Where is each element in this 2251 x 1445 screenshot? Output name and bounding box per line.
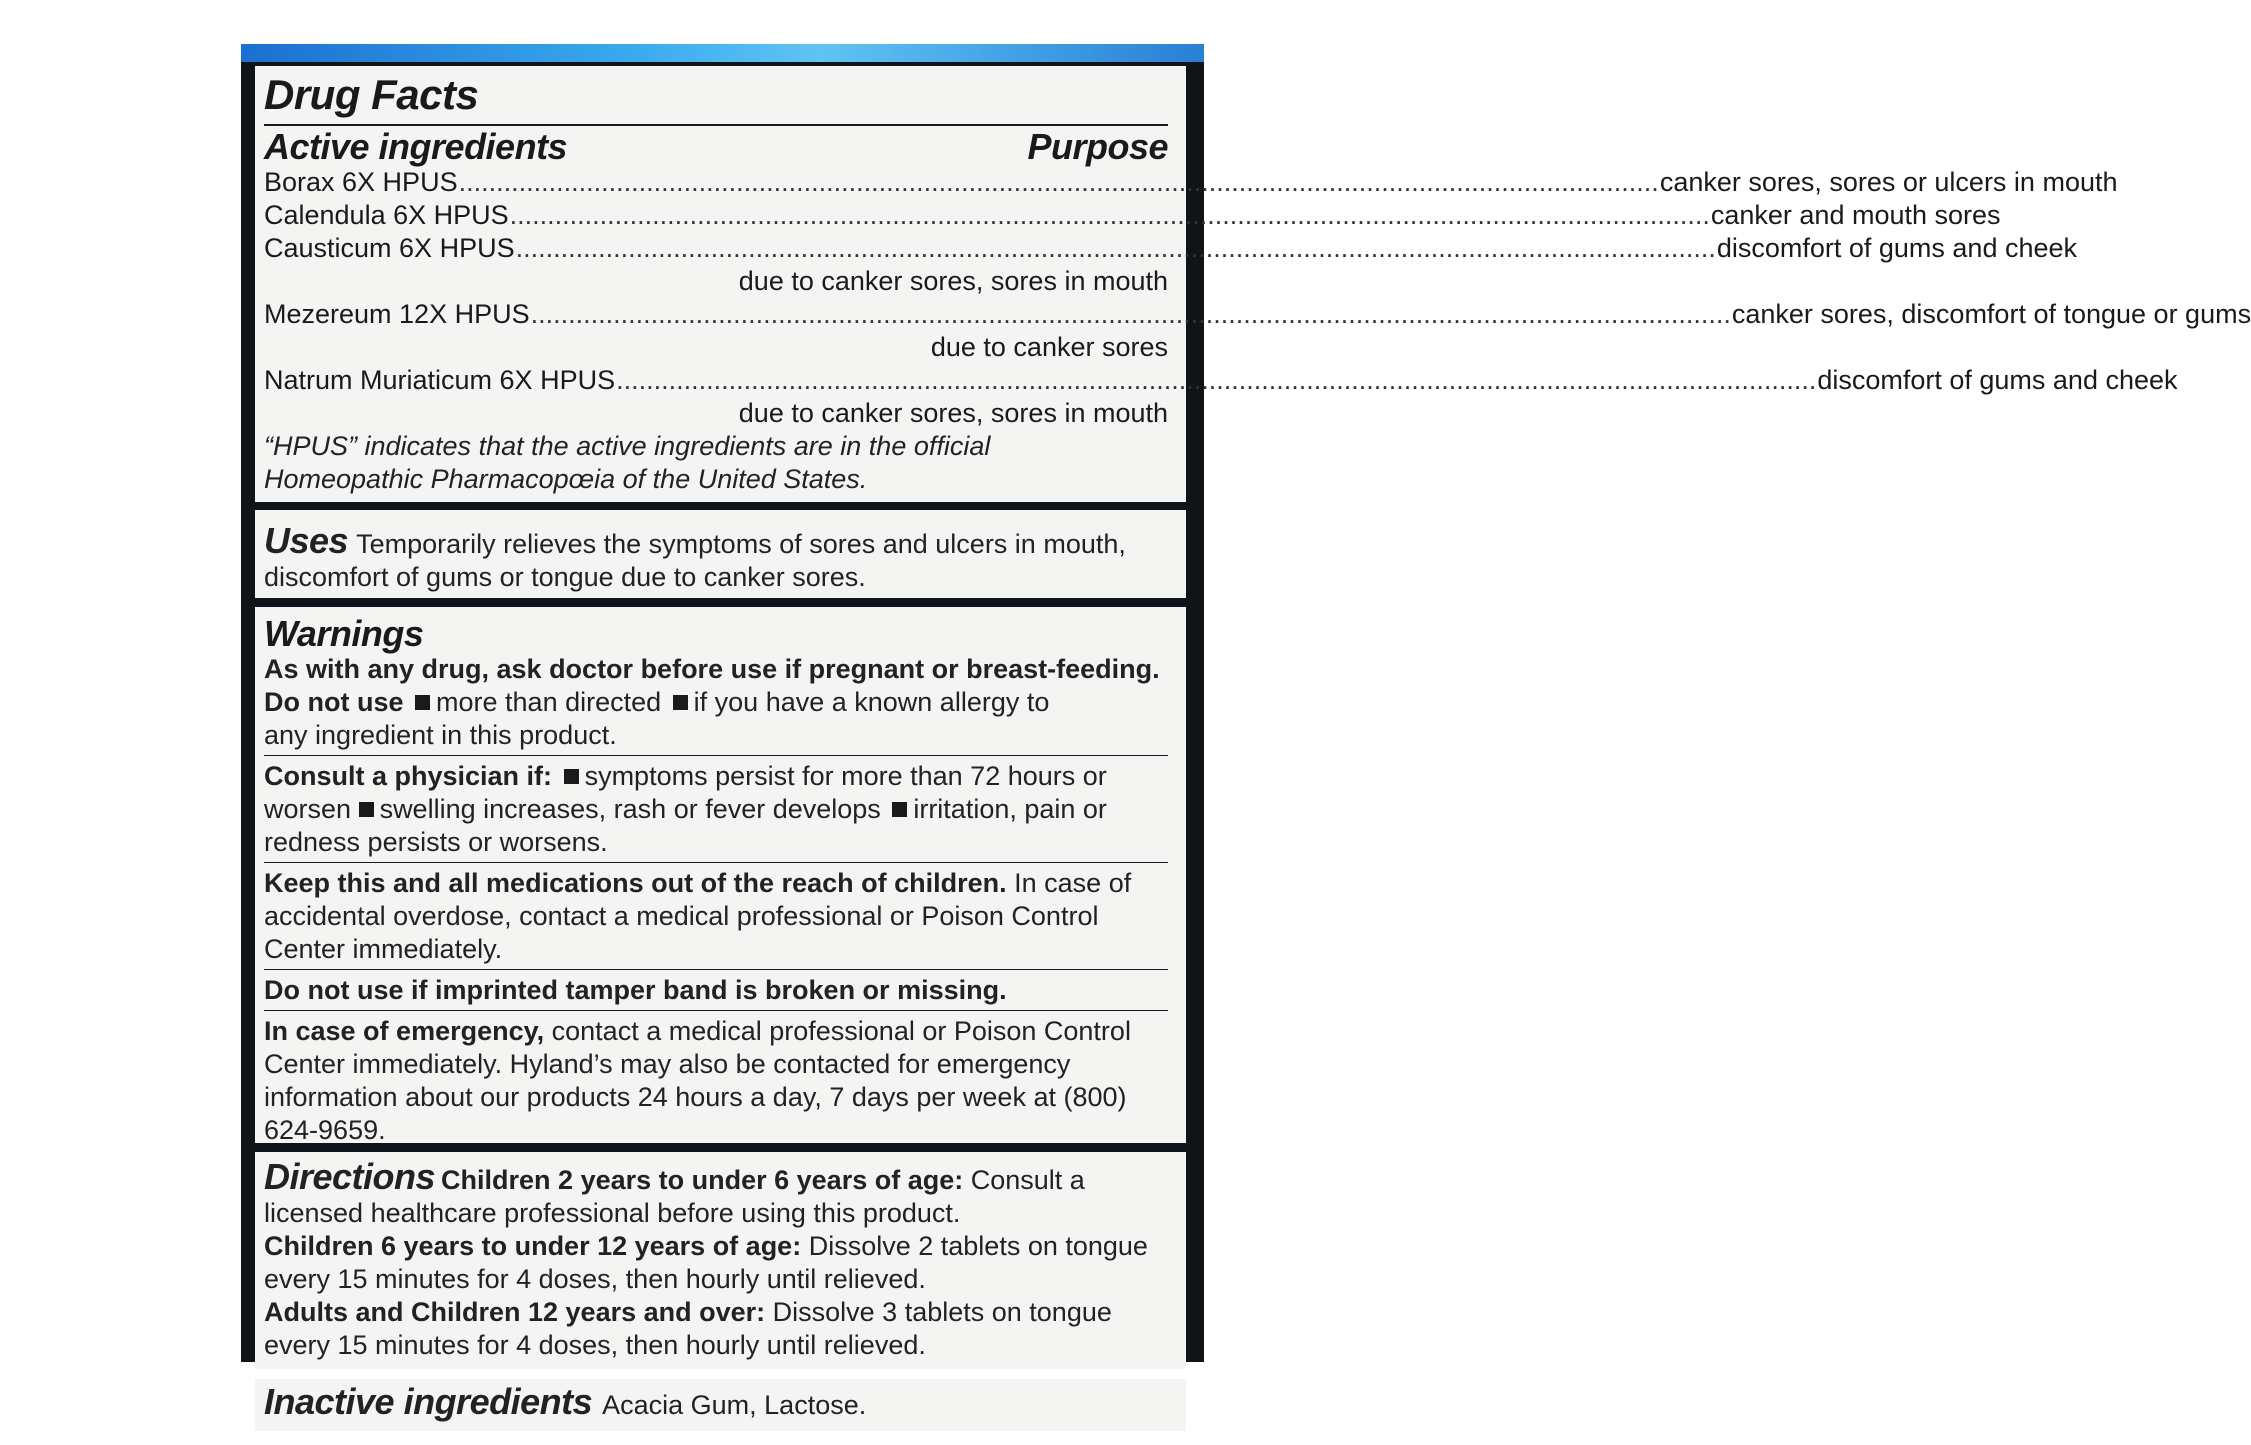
directions-age-text: Consult a licensed healthcare professional before using this product. <box>264 1165 1085 1228</box>
ingredient-row <box>264 199 2001 232</box>
dot-leader <box>616 364 1816 397</box>
purpose-heading: Purpose <box>1027 126 1168 167</box>
inactive-ingredients-panel <box>255 1379 1186 1431</box>
uses-panel <box>255 510 1186 598</box>
section-divider <box>264 969 1168 970</box>
ingredient-purpose-continuation: due to canker sores, sores in mouth <box>738 398 1168 428</box>
drug-facts-label <box>241 44 2251 1422</box>
uses-heading: Uses <box>264 520 349 561</box>
ingredient-purpose: canker and mouth sores <box>1710 200 2001 230</box>
bullet-square-icon <box>564 769 579 784</box>
directions-children-2-6 <box>264 1152 1168 1230</box>
warnings-heading: Warnings <box>264 613 424 654</box>
pregnancy-warning: As with any drug, ask doctor before use if pregnant or breast-feeding. <box>264 654 1160 684</box>
warnings-panel <box>255 607 1186 1143</box>
ingredient-purpose-continuation: due to canker sores <box>930 332 1168 362</box>
ingredient-name: Mezereum 12X HPUS <box>264 299 530 329</box>
bullet-square-icon <box>892 802 907 817</box>
consult-item: symptoms persist for more than 72 hours or worsen <box>264 761 1107 824</box>
directions-heading: Directions <box>264 1156 436 1197</box>
do-not-use-item: more than directed <box>436 687 662 717</box>
ingredient-purpose: discomfort of gums and cheek <box>1716 233 2078 263</box>
directions-age-text: Dissolve 3 tablets on tongue every 15 minutes for 4 doses, then hourly until relieved. <box>264 1297 1112 1360</box>
bullet-square-icon <box>359 802 374 817</box>
active-ingredients-panel <box>255 66 2251 502</box>
active-ingredients-heading: Active ingredients <box>264 126 568 167</box>
inactive-ingredients-text: Acacia Gum, Lactose. <box>602 1390 867 1420</box>
ingredient-row <box>264 298 2251 331</box>
uses-text: Temporarily relieves the symptoms of sores and ulcers in mouth, discomfort of gums or tongue due to canker sores. <box>264 529 1126 592</box>
active-header-row <box>264 128 1168 166</box>
directions-age-label: Adults and Children 12 years and over: <box>264 1297 766 1327</box>
ingredient-purpose-continuation: due to canker sores, sores in mouth <box>738 266 1168 296</box>
directions-children-6-12 <box>264 1230 1168 1296</box>
dot-leader <box>510 199 1710 232</box>
emergency-label: In case of emergency, <box>264 1016 545 1046</box>
directions-adults <box>264 1296 1168 1362</box>
keep-out-of-reach-warning <box>264 867 1168 966</box>
ingredient-row <box>264 364 2178 397</box>
bullet-square-icon <box>673 695 688 710</box>
ingredient-row <box>264 166 2118 199</box>
keep-out-label: Keep this and all medications out of the reach of children. <box>264 868 1007 898</box>
bullet-square-icon <box>415 695 430 710</box>
drug-facts-title: Drug Facts <box>264 71 479 118</box>
keep-out-text: In case of accidental overdose, contact a medical professional or Poison Control Center immediately. <box>264 868 1132 964</box>
consult-item: swelling increases, rash or fever develops <box>379 794 881 824</box>
consult-item: irritation, pain or redness persists or worsens. <box>264 794 1107 857</box>
emergency-text: contact a medical professional or Poison Control Center immediately. Hyland’s may also be contacted for emergency information about our products 24 hours a day, 7 days per week at (800) 624-9659. <box>264 1016 1131 1145</box>
tamper-warning: Do not use if imprinted tamper band is broken or missing. <box>264 975 1007 1005</box>
do-not-use-label: Do not use <box>264 687 404 717</box>
dot-leader <box>459 166 1659 199</box>
consult-label: Consult a physician if: <box>264 761 553 791</box>
ingredient-purpose: canker sores, discomfort of tongue or gums <box>1731 299 2251 329</box>
do-not-use-warning <box>264 686 1168 752</box>
ingredient-name: Causticum 6X HPUS <box>264 233 515 263</box>
section-divider <box>264 862 1168 863</box>
section-divider <box>264 1010 1168 1011</box>
ingredient-name: Borax 6X HPUS <box>264 167 458 197</box>
ingredient-name: Calendula 6X HPUS <box>264 200 509 230</box>
dot-leader <box>516 232 1716 265</box>
ingredient-row <box>264 232 2078 265</box>
consult-warning <box>264 760 1168 859</box>
directions-age-label: Children 6 years to under 12 years of age: <box>264 1231 802 1261</box>
directions-panel <box>255 1152 1186 1369</box>
section-divider <box>264 755 1168 756</box>
ingredient-name: Natrum Muriaticum 6X HPUS <box>264 365 616 395</box>
directions-age-label: Children 2 years to under 6 years of age: <box>441 1165 964 1195</box>
package-top-stripe <box>241 44 1204 62</box>
hpus-note: “HPUS” indicates that the active ingredients are in the official Homeopathic Pharmacopœia of the United States. <box>264 431 991 494</box>
directions-age-text: Dissolve 2 tablets on tongue every 15 minutes for 4 doses, then hourly until relieved. <box>264 1231 1148 1294</box>
inactive-ingredients-heading: Inactive ingredients <box>264 1381 593 1422</box>
ingredient-purpose: canker sores, sores or ulcers in mouth <box>1659 167 2118 197</box>
emergency-warning <box>264 1015 1168 1147</box>
ingredient-purpose: discomfort of gums and cheek <box>1817 365 2178 395</box>
dot-leader <box>531 298 1731 331</box>
do-not-use-item: if you have a known allergy to any ingredient in this product. <box>264 687 1050 750</box>
